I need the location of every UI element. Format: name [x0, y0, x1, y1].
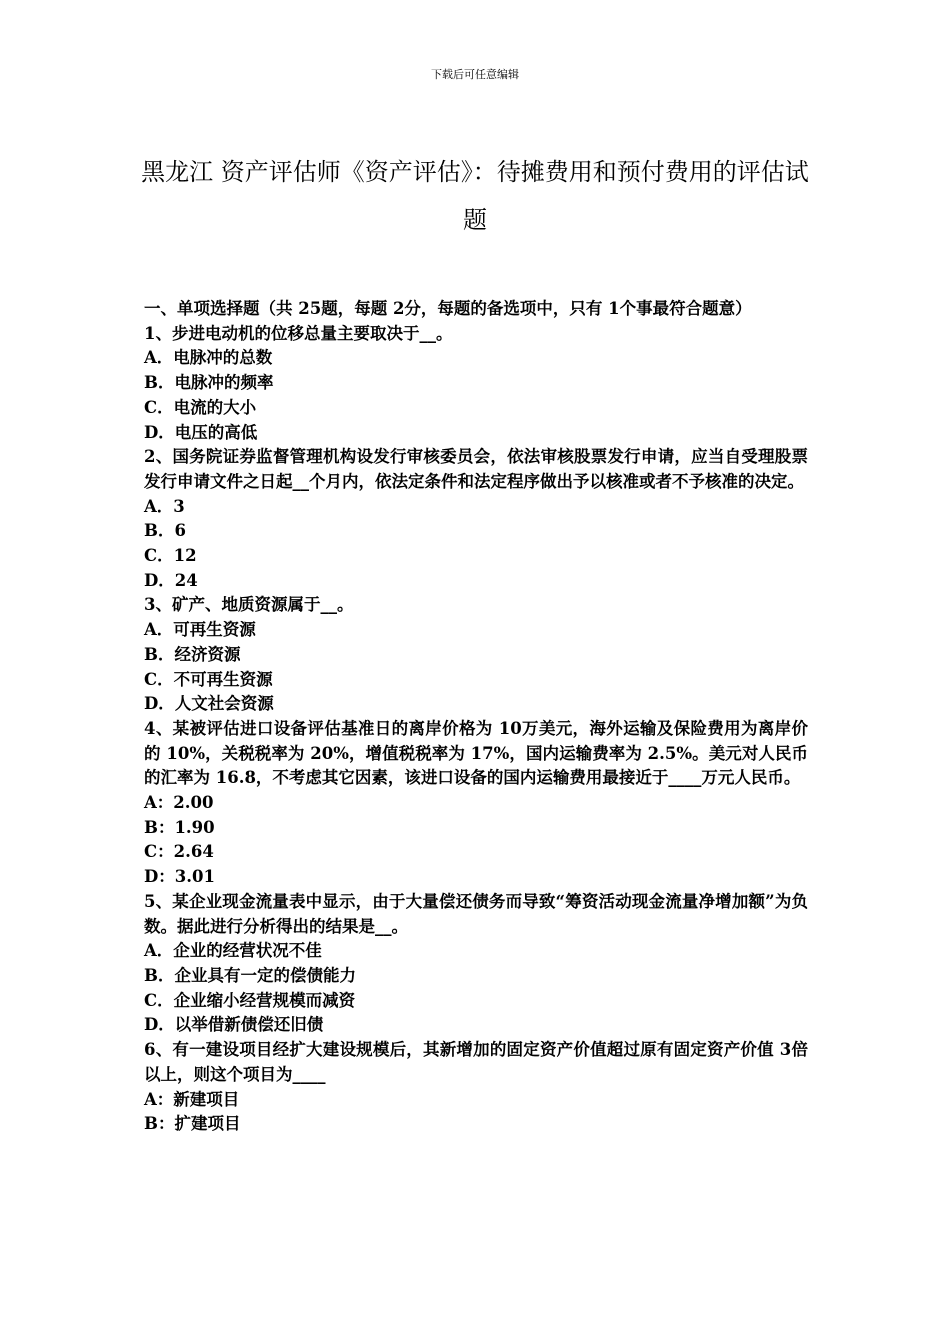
option-b: B．6 [144, 521, 186, 541]
option-c: C．电流的大小 [144, 397, 257, 417]
option-d: D．电压的高低 [144, 422, 258, 442]
option-a: A．电脉冲的总数 [144, 348, 273, 368]
question-3 [144, 593, 808, 717]
option-c: C：2.64 [144, 842, 214, 862]
option-d: D．以举借新债偿还旧债 [144, 1015, 324, 1035]
option-a: A．企业的经营状况不佳 [144, 941, 322, 961]
question-text: 6、有一建设项目经扩大建设规模后，其新增加的固定资产价值超过原有固定资产价值 3倍以上，则这个项目为____ [144, 1040, 808, 1084]
question-text: 1、步进电动机的位移总量主要取决于__。 [144, 323, 453, 343]
page-header-note: 下载后可任意编辑 [431, 68, 519, 81]
option-b: B．电脉冲的频率 [144, 373, 274, 393]
option-b: B．企业具有一定的偿债能力 [144, 965, 356, 985]
option-d: D．人文社会资源 [144, 694, 274, 714]
option-d: D．24 [144, 570, 198, 590]
option-d: D：3.01 [144, 867, 215, 887]
question-text: 3、矿产、地质资源属于__。 [144, 595, 354, 615]
question-5 [144, 890, 808, 1038]
question-text: 5、某企业现金流量表中显示，由于大量偿还债务而导致“筹资活动现金流量净增加额”为负数。据此进行分析得出的结果是__。 [144, 891, 808, 936]
option-a: A．3 [144, 496, 185, 516]
option-a: A：2.00 [144, 793, 214, 813]
question-6 [144, 1038, 808, 1137]
option-b: B：扩建项目 [144, 1114, 241, 1134]
question-1 [144, 322, 808, 446]
option-a: A．可再生资源 [144, 620, 256, 640]
question-2 [144, 445, 808, 593]
option-c: C．不可再生资源 [144, 669, 273, 689]
option-b: B．经济资源 [144, 644, 241, 664]
option-b: B：1.90 [144, 817, 215, 837]
section-heading: 一、单项选择题（共 25题，每题 2分，每题的备选项中，只有 1个事最符合题意） [144, 299, 752, 318]
question-4 [144, 717, 808, 890]
option-a: A：新建项目 [144, 1089, 240, 1109]
question-list [144, 297, 808, 1137]
question-text: 4、某被评估进口设备评估基准日的离岸价格为 10万美元，海外运输及保险费用为离岸价的 10%，关税税率为 20%，增值税税率为 17%，国内运输费率为 2.5%。美元对人民币的汇率为 16.8，不考虑其它因素，该进口设备的国内运输费用最接近于____万元人民币。 [144, 718, 808, 788]
option-c: C．12 [144, 546, 197, 566]
option-c: C．企业缩小经营规模而减资 [144, 990, 356, 1010]
document-title: 黑龙江 资产评估师《资产评估》：待摊费用和预付费用的评估试题 [141, 158, 809, 234]
question-text: 2、国务院证券监督管理机构设发行审核委员会，依法审核股票发行申请，应当自受理股票发行申请文件之日起__个月内，依法定条件和法定程序做出予以核准或者不予核准的决定。 [144, 447, 808, 491]
